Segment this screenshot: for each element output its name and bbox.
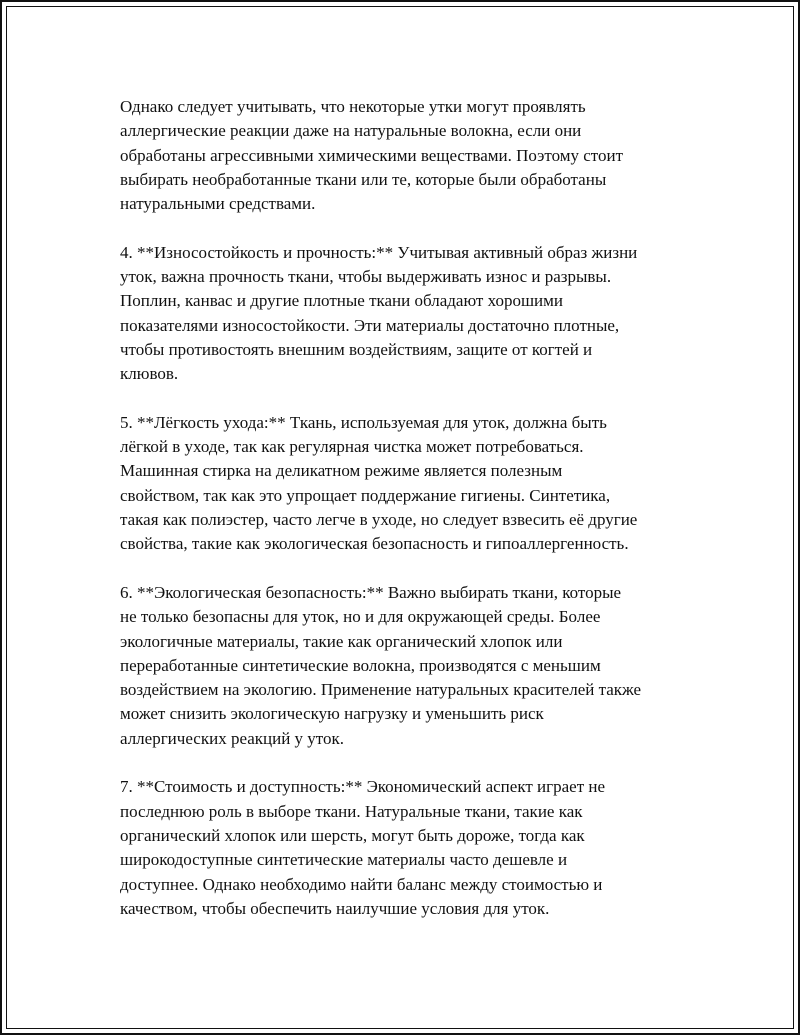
text-line: Однако следует учитывать, что некоторые утки могут проявлять [120, 97, 586, 116]
paragraph-cost [120, 775, 700, 921]
text-line: клювов. [120, 364, 179, 384]
text-line: натуральными средствами. [120, 194, 316, 214]
text-line: выбирать необработанные ткани или те, которые были обработаны [120, 169, 607, 189]
text-line: свойством, так как это упрощает поддержание гигиены. Синтетика, [120, 485, 611, 505]
paragraph-durability [120, 241, 700, 387]
text-line: Поплин, канвас и другие плотные ткани обладают хорошими [120, 291, 564, 311]
text-line: не только безопасны для уток, но и для окружающей среды. Более [120, 607, 601, 627]
paragraph-ecology [120, 581, 700, 751]
text-line: свойства, такие как экологическая безопасность и гипоаллергенность. [120, 534, 629, 554]
text-line: аллергических реакций у уток. [120, 728, 345, 748]
text-line: такая как полиэстер, часто легче в уходе, но следует взвесить её другие [120, 510, 638, 530]
text-line: воздействием на экологию. Применение натуральных красителей также [120, 680, 642, 700]
text-line: лёгкой в уходе, так как регулярная чистка может потребоваться. [120, 437, 584, 457]
text-line: чтобы противостоять внешним воздействиям, защите от когтей и [120, 339, 593, 359]
text-line: экологичные материалы, такие как органический хлопок или [120, 631, 563, 651]
text-line: широкодоступные синтетические материалы часто дешевле и [120, 850, 568, 870]
text-line: уток, важна прочность ткани, чтобы выдерживать износ и разрывы. [120, 267, 612, 287]
text-line: переработанные синтетические волокна, производятся с меньшим [120, 655, 601, 675]
text-line: качеством, чтобы обеспечить наилучшие условия для уток. [120, 898, 550, 918]
text-line: доступнее. Однако необходимо найти баланс между стоимостью и [120, 874, 603, 894]
text-line: последнюю роль в выборе ткани. Натуральные ткани, такие как [120, 801, 583, 821]
text-line: органический хлопок или шерсть, могут быть дороже, тогда как [120, 825, 585, 845]
text-line: аллергические реакции даже на натуральные волокна, если они [120, 121, 582, 141]
paragraph-allergy [120, 95, 700, 216]
text-line: 6. **Экологическая безопасность:** Важно выбирать ткани, которые [120, 582, 622, 602]
text-line: обработаны агрессивными химическими веществами. Поэтому стоит [120, 145, 624, 165]
document-body [120, 95, 700, 945]
text-line: Машинная стирка на деликатном режиме является полезным [120, 461, 563, 481]
text-line: показателями износостойкости. Эти материалы достаточно плотные, [120, 315, 620, 335]
paragraph-easy-care [120, 411, 700, 557]
text-line: 5. **Лёгкость ухода:** Ткань, используемая для уток, должна быть [120, 412, 607, 432]
text-line: 7. **Стоимость и доступность:** Экономический аспект играет не [120, 777, 606, 797]
text-line: может снизить экологическую нагрузку и уменьшить риск [120, 704, 544, 724]
text-line: 4. **Износостойкость и прочность:** Учитывая активный образ жизни [120, 242, 638, 262]
